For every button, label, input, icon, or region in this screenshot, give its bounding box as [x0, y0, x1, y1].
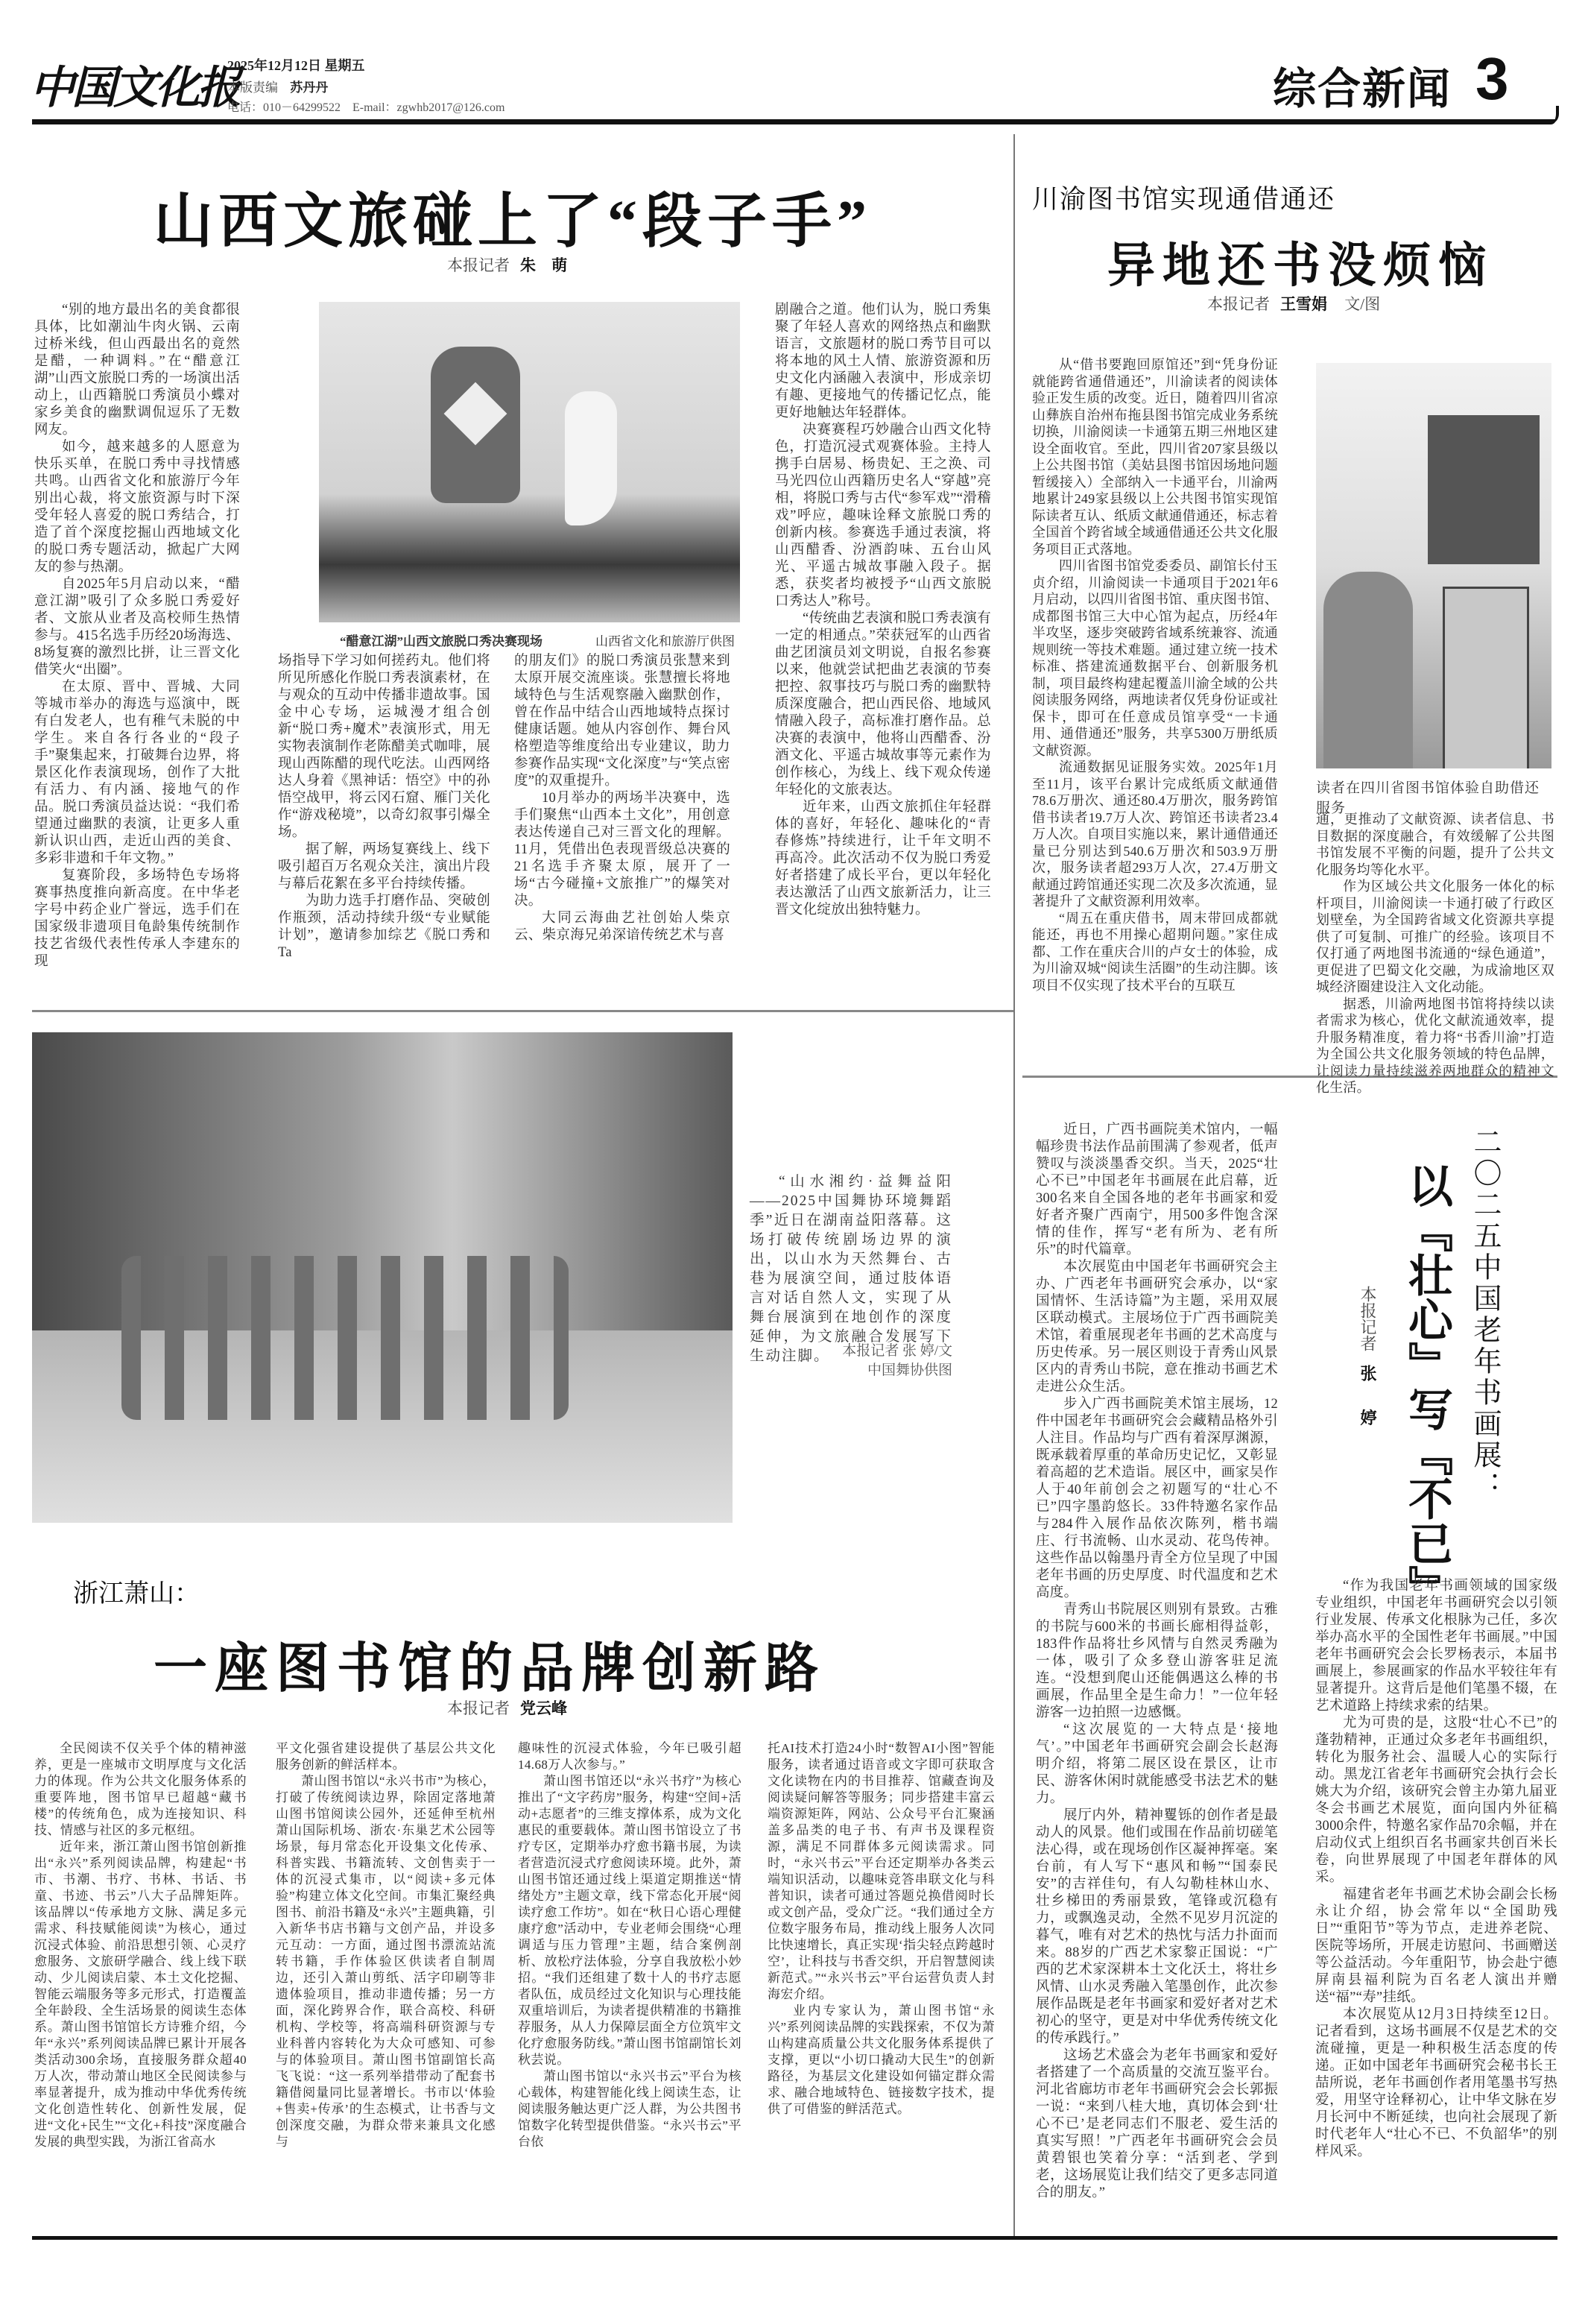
kicker-laonian: 二〇二五中国老年书画展：	[1469, 1127, 1500, 1503]
reader-figure	[1323, 572, 1413, 768]
byline-label: 本报记者	[447, 1699, 510, 1717]
article-column	[518, 1740, 741, 2150]
dance-caption: “山水湘约·益舞益阳——2025中国舞协环境舞蹈季”近日在湖南益阳落幕。这场打破传统剧场边界的演出，以山水为天然舞台、古巷为展演空间，通过肢体语言对话自然人文，实现了从舞台展演到在地创作的深度延伸，为文旅融合发展写下生动注脚。	[750, 1174, 952, 1364]
byline-chuanyu	[1207, 292, 1380, 315]
kicker-chuanyu: 川渝图书馆实现通借通还	[1032, 185, 1336, 214]
credit-photo: 中国舞协供图	[867, 1362, 952, 1378]
kiosk	[1443, 587, 1529, 768]
byline-name: 王雪娟	[1280, 295, 1327, 313]
photo-caption-shanxi	[340, 631, 735, 649]
kicker-xiaoshan: 浙江萧山：	[73, 1580, 200, 1608]
caption-text: “醋意江湖”山西文旅脱口秀决赛现场	[340, 634, 542, 648]
paragraph: 据悉，川渝两地图书馆将持续以读者需求为核心，优化文献流通效率，提升服务精准度，着力将“书香川渝”打造为全国公共文化服务领域的特色品牌，让阅读力量持续滋养两地群众的精神文化生活。	[1316, 996, 1554, 1095]
paragraph: 萧山图书馆以“永兴书市”为核心，打破了传统阅读边界，除固定落地萧山图书馆阅读公园外，还延伸至杭州萧山国际机场、浙农·东巢艺术公园等场景，每月常态化开设集文化传承、科普实践、书籍流转、文创售卖于一体的沉浸式集市，以“阅读+多元体验”构建立体文化空间。市集汇聚经典图书、前沿书籍及“永兴”主题典籍，引入新华书店书籍与文创产品，并设多元互动：一方面，通过图书漂流站流转书籍，手作体验区供读者自制周边，还引入萧山剪纸、活字印刷等非遗体验项目，推动非遗传播；另一方面，深化跨界合作，联合高校、科研机构、学校等，将高端科研资源与专业科普内容转化为大众可感知、可参与的体验项目。萧山图书馆副馆长高飞飞说：“这一系列举措带动了配套书籍借阅量同比显著增长。书市以‘体验+售卖+传承’的生态模式，让书香与文创深度交融，为群众带来兼具文化感与	[276, 1774, 496, 2149]
paragraph: 萧山图书馆还以“永兴书疗”为核心推出了“文字药房”服务，构建“空间+活动+志愿者”的三维支撑体系，成为文化惠民的重要载体。萧山图书馆设立了书疗专区，定期举办疗愈书籍书展，为读者营造沉浸式疗愈阅读环境。此外，萧山图书馆还通过线上渠道定期推送“情绪处方”主题文章，线下常态化开展“阅读疗愈工作坊”。如在“秋日心语心理健康疗愈”活动中，专业老师会围绕“心理调适与压力管理”主题，结合案例剖析、放松疗法体验，分享自我放松小妙招。“我们还组建了数十人的书疗志愿者队伍，成员经过文化知识与心理技能双重培训后，为读者提供精准的书籍推荐服务，从人力保障层面全方位筑牢文化疗愈服务防线。”萧山图书馆副馆长刘秋芸说。	[518, 1774, 741, 2067]
paragraph: 这场艺术盛会为老年书画家和爱好者搭建了一个高质量的交流互鉴平台。河北省廊坊市老年书画研究会会长郭振一说：“来到八桂大地，真切体会到‘壮心不已’是老同志们不服老、爱生活的真实写照！”广西老年书画研究会会员黄碧银也笑着分享：“活到老、学到老，这场展览让我们结交了更多志同道合的朋友。”	[1036, 2048, 1278, 2200]
paragraph: 剧融合之道。他们认为，脱口秀集聚了年轻人喜欢的网络热点和幽默语言，文旅题材的脱口秀节目可以将本地的风土人情、旅游资源和历史文化内涵融入表演中，形成亲切有趣、更接地气的传播记忆点，能更好地触达年轻群体。	[775, 303, 991, 420]
paragraph: “传统曲艺表演和脱口秀表演有一定的相通点。”荣获冠军的山西省曲艺团演员刘文明说，自报名参赛以来，他就尝试把曲艺表演的节奏把控、叙事技巧与脱口秀的幽默特质深度融合，把山西民俗、地域风情融入段子，高标准打磨作品。总决赛的表演中，他将山西醋香、汾酒文化、平遥古城故事等元素作为创作核心，为线上、线下观众传递年轻化的文旅表达。	[775, 611, 991, 798]
photo-standup-final	[319, 302, 740, 622]
paragraph: “这次展览的一大特点是‘接地气’。”中国老年书画研究会副会长赵海明介绍，将第二展区设在景区，让市民、游客休闲时就能感受书法艺术的魅力。	[1036, 1723, 1278, 1806]
page-editor	[227, 77, 328, 95]
paragraph: 作为区域公共文化服务一体化的标杆项目，川渝阅读一卡通打破了行政区划壁垒，为全国跨省域文化资源共享提供了可复制、可推广的经验。该项目不仅打通了两地图书流通的“绿色通道”，更促进了巴蜀文化交融，为成渝地区双城经济圈建设注入文化动能。	[1316, 879, 1554, 994]
caption-credit: 山西省文化和旅游厅供图	[595, 634, 735, 648]
dancers-group	[121, 1256, 569, 1420]
wall-poster	[1428, 415, 1540, 564]
divider-shanxi	[32, 1010, 1013, 1012]
paragraph: 的朋友们》的脱口秀演员张慧来到太原开展交流座谈。张慧擅长将地域特色与生活观察融入幽默创作，曾在作品中结合山西地域特点探讨健康话题。她从内容创作、舞台风格塑造等维度给出专业建议，助力参赛作品实现“文化深度”与“笑点密度”的双重提升。	[514, 654, 730, 789]
editor-label: 本版责编	[227, 80, 278, 95]
byline-label: 本报记者	[447, 256, 510, 274]
photo-caption-chuanyu: 读者在四川省图书馆体验自助借还服务	[1316, 780, 1540, 816]
paragraph: 近年来，山西文旅抓住年轻群体的喜好，年轻化、趣味化的“青春修炼”持续进行，让千年文明不再高冷。此次活动不仅为脱口秀爱好者搭建了成长平台，更以年轻化表达激活了山西文旅新活力，让三晋文化绽放出独特魅力。	[775, 800, 991, 918]
paragraph: 近年来，浙江萧山图书馆创新推出“永兴”系列阅读品牌，构建起“书市、书潮、书疗、书林、书话、书童、书迹、书云”八大子品牌矩阵。该品牌以“传承地方文脉、满足多元需求、科技赋能阅读”为核心，通过沉浸式体验、前沿思想引领、心灵疗愈服务、文旅研学融合、线上线下联动、少儿阅读启蒙、本土文化挖掘、智能云端服务等多元形式，打造覆盖全年龄段、全生活场景的阅读生态体系。萧山图书馆馆长方诗雅介绍，今年“永兴”系列阅读品牌已累计开展各类活动300余场，直接服务群众超40万人次，带动萧山地区全民阅读参与率显著提升，成为推动中华优秀传统文化创造性转化、创新性发展，促进“文化+民生”“文化+科技”深度融合发展的典型实践，为浙江省高水	[34, 1840, 247, 2149]
issue-date: 2025年12月12日 星期五	[227, 58, 365, 73]
article-column	[775, 302, 991, 919]
headline-shanxi: 山西文旅碰上了“段子手”	[154, 189, 872, 255]
credit-text: 本报记者 张 婷/文	[842, 1343, 952, 1359]
paragraph: 为助力选手打磨作品、突破创作瓶颈，活动持续升级“专业赋能计划”，邀请参加综艺《脱口秀和Ta	[278, 894, 490, 960]
paragraph: 如今，越来越多的人愿意为快乐买单，在脱口秀中寻找情感共鸣。山西省文化和旅游厅今年别出心裁，将文旅资源与时下深受年轻人喜爱的脱口秀结合，打造了首个深度挖掘山西地域文化的脱口秀专题活动，掀起广大网友的参与热潮。	[34, 440, 240, 575]
bottom-rule	[32, 2236, 1557, 2240]
paragraph: 流通数据见证服务实效。2025年1月至11月，该平台累计完成纸质文献通借78.6万册次、通还80.4万册次，服务跨馆借书读者19.7万人次、跨馆还书读者23.4万人次。自项目实施以来，累计通借通还量已分别达到540.6万册次和503.9万册次，服务读者超293万人次，27.4万册文献通过跨馆通还实现二次及多次流通，显著提升了文献资源利用效率。	[1032, 760, 1278, 909]
editor-name: 苏丹丹	[290, 80, 329, 95]
page-number: 3	[1475, 45, 1509, 112]
headline-xiaoshan: 一座图书馆的品牌创新路	[154, 1639, 826, 1699]
article-column	[768, 1740, 995, 2118]
byline-suffix: 文/图	[1344, 295, 1381, 313]
paragraph: 10月举办的两场半决赛中，选手们聚焦“山西本土文化”，用创意表达传递自己对三晋文化的理解。11月，凭借出色表现晋级总决赛的21名选手齐聚太原，展开了一场“古今碰撞+文旅推广”的爆笑对决。	[514, 791, 730, 909]
article-column	[1316, 811, 1554, 1096]
paragraph: 复赛阶段，多场特色专场将赛事热度推向新高度。在中华老字号中药企业广誉远，选手们在国家级非遗项目龟龄集传统制作技艺省级代表性传承人李建东的现	[34, 868, 240, 969]
paragraph: 自2025年5月启动以来，“醋意江湖”吸引了众多脱口秀爱好者、文旅从业者及高校师生热情参与。415名选手历经20场海选、8场复赛的激烈比拼，让三晋文化借笑火“出圈”。	[34, 577, 240, 678]
byline-laonian	[1356, 1286, 1379, 1438]
photo-environmental-dance	[32, 1032, 733, 1523]
paragraph: 近日，广西书画院美术馆内，一幅幅珍贵书法作品前围满了参观者，低声赞叹与淡淡墨香交织。当天，2025“壮心不已”中国老年书画展在此启幕，近300名来自全国各地的老年书画家和爱好者齐聚广西南宁，用500多件饱含深情的佳作，挥写“老有所为、老有所乐”的时代篇章。	[1036, 1122, 1278, 1257]
headline-laonian: 以『壮心』写『不已』	[1402, 1163, 1452, 1610]
photo-library-self-service	[1316, 363, 1551, 768]
byline-label: 本报记者	[1358, 1286, 1377, 1351]
article-column	[1315, 1578, 1557, 2161]
article-column	[34, 1740, 247, 2150]
paragraph: 趣味性的沉浸式体验，今年已吸引超14.68万人次参与。”	[518, 1741, 741, 1772]
byline-name: 党云峰	[520, 1699, 567, 1717]
paragraph: 业内专家认为，萧山图书馆“永兴”系列阅读品牌的实践探索，不仅为萧山构建高质量公共文化服务体系提供了支撑，更以“小切口撬动大民生”的创新路径，为基层文化建设如何锚定群众需求、融合地域特色、链接数字技术，提供了可借鉴的鲜活范式。	[768, 2003, 995, 2116]
paragraph: 步入广西书画院美术馆主展场，12件中国老年书画研究会会藏精品格外引人注目。作品均与广西有着深厚渊源，既承载着厚重的革命历史记忆，又彰显着高超的艺术造诣。展区中，画家吴作人于40年前创会之初题写的“壮心不已”四字墨韵悠长。33件特邀名家作品与284件入展作品依次陈列，楷书端庄、行书流畅、山水灵动、花鸟传神。这些作品以翰墨丹青全方位呈现了中国老年书画的历史厚度、时代温度和艺术高度。	[1036, 1397, 1278, 1600]
paragraph: 本次展览从12月3日持续至12日。记者看到，这场书画展不仅是艺术的交流碰撞，更是一种积极生活态度的传递。正如中国老年书画研究会秘书长王喆所说，老年书画创作者用笔墨书写热爱，用坚守诠释初心，让中华文脉在岁月长河中不断延续，也向社会展现了新时代老年人“壮心不已、不负韶华”的别样风采。	[1315, 2007, 1557, 2159]
headline-chuanyu: 异地还书没烦恼	[1107, 239, 1493, 292]
byline-name: 张 婷	[1358, 1365, 1377, 1438]
paragraph: “作为我国老年书画领域的国家级专业组织，中国老年书画研究会以引领行业发展、传承文化根脉为己任，多次举办高水平的全国性老年书画展。”中国老年书画研究会会长罗杨表示，本届书画展上，参展画家的作品水平较往年有显著提升。这背后是他们笔墨不辍，在艺术道路上持续求索的结果。	[1315, 1579, 1557, 1714]
dance-credit	[750, 1342, 952, 1380]
paragraph: 平文化强省建设提供了基层公共文化服务创新的鲜活样本。	[276, 1741, 496, 1772]
paragraph: 托AI技术打造24小时“数智AI小图”智能服务，读者通过语音或文字即可获取含文化读物在内的书目推荐、馆藏查询及阅读疑问解答等服务；同步搭建丰富云端资源矩阵，网站、公众号平台汇聚涵盖多品类的电子书、有声书及课程资源，满足不同群体多元阅读需求。同时，“永兴书云”平台还定期举办各类云端知识活动，以趣味竞答串联文化与科普知识，读者可通过答题兑换借阅时长或文创产品，受众广泛。“我们通过全方位数字服务布局，推动线上服务人次同比快速增长，真正实现‘指尖轻点跨越时空’，让科技与书香交织，开启智慧阅读新范式。”“永兴书云”平台运营负责人封海宏介绍。	[768, 1741, 995, 2001]
byline-name: 朱 萌	[520, 256, 574, 274]
paragraph: 决赛赛程巧妙融合山西文化特色，打造沉浸式观赛体验。主持人携手白居易、杨贵妃、王之涣、司马光四位山西籍历史名人“穿越”亮相，将脱口秀与古代“参军戏”“滑稽戏”呼应，趣味诠释文旅脱口秀的创新内核。参赛选手通过表演，将山西醋香、汾酒韵味、五台山风光、平遥古城故事融入段子。据悉，获奖者均被授予“山西文旅脱口秀达人”称号。	[775, 423, 991, 609]
byline-label: 本报记者	[1207, 295, 1270, 313]
byline-shanxi	[447, 253, 573, 276]
paragraph: 青秀山书院展区则别有景致。古雅的书院与600米的书画长廊相得益彰，183件作品将壮乡风情与自然灵秀融为一体，吸引了众多登山游客驻足流连。“没想到爬山还能偶遇这么棒的书画展，作品里全是生命力！”一位年轻游客一边拍照一边感慨。	[1036, 1603, 1278, 1720]
paragraph: 本次展览由中国老年书画研究会主办、广西老年书画研究会承办，以“家国情怀、生活诗篇”为主题，采用双展区联动模式。主展场位于广西书画院美术馆，着重展现老年书画的艺术高度与历史传承。另一展区则设于青秀山风景区内的青秀山书院，意在推动书画艺术走进公众生活。	[1036, 1260, 1278, 1395]
paragraph: 从“借书要跑回原馆还”到“凭身份证就能跨省通借通还”，川渝读者的阅读体验正发生质的改变。近日，随着四川省凉山彝族自治州布拖县图书馆完成业务系统切换，川渝阅读一卡通第五期三州地区建设全面收官。至此，四川省207家县级以上公共图书馆（美姑县图书馆因场地问题暂缓接入）全部纳入一卡通平台，川渝两地累计249家县级以上公共图书馆实现馆际读者互认、纸质文献通借通还，标志着全国首个跨省域全域通借通还公共文化服务项目正式落地。	[1032, 357, 1278, 557]
paragraph: 全民阅读不仅关乎个体的精神滋养，更是一座城市文明厚度与文化活力的体现。作为公共文化服务体系的重要阵地，图书馆早已超越“藏书楼”的传统角色，成为连接知识、科技、情感与社区的多元枢纽。	[34, 1741, 247, 1837]
paragraph: 大同云海曲艺社创始人柴京云、柴京海兄弟深谙传统艺术与喜	[514, 911, 730, 943]
section-title: 综合新闻	[1273, 65, 1452, 113]
masthead-rule	[32, 119, 1556, 124]
paragraph: “周五在重庆借书，周末带回成都就能还，再也不用操心超期问题。”家住成都、工作在重庆合川的卢女士的体验，成为川渝双城“阅读生活圈”的生动注脚。该项目不仅实现了技术平台的互联互	[1032, 910, 1278, 993]
article-column	[276, 1740, 496, 2150]
dancer-figure	[565, 391, 617, 525]
contact-info: 电话：010－64299522 E-mail：zgwhb2017@126.com	[227, 101, 505, 114]
paragraph: 通，更推动了文献资源、读者信息、书目数据的深度融合，有效缓解了公共图书馆发展不平衡的问题，提升了公共文化服务均等化水平。	[1316, 812, 1554, 877]
newspaper-logo: 中国文化报	[30, 63, 238, 113]
paragraph: 福建省老年书画艺术协会副会长杨永让介绍，协会常年以“全国助残日”“重阳节”等为节点，走进养老院、医院等场所，开展走访慰问、书画赠送等公益活动。今年重阳节，协会赴宁德屏南县福利院为百名老人演出并赠送“福”“寿”挂纸。	[1315, 1887, 1557, 2005]
article-column	[514, 653, 730, 944]
paragraph: “别的地方最出名的美食都很具体，比如潮汕牛肉火锅、云南过桥米线，但山西最出名的竟然是醋，一种调料。”在“醋意江湖”山西文旅脱口秀的一场演出活动上，山西籍脱口秀演员小蝶对家乡美食的幽默调侃逗乐了无数网友。	[34, 303, 240, 438]
paragraph: 萧山图书馆以“永兴书云”平台为核心载体，构建智能化线上阅读生态，让阅读服务触达更广泛人群，为公共图书馆数字化转型提供借鉴。“永兴书云”平台依	[518, 2069, 741, 2149]
article-column	[1036, 1122, 1278, 2202]
byline-xiaoshan	[447, 1696, 567, 1719]
masthead-rule-hook	[1549, 106, 1559, 124]
article-column	[1032, 356, 1278, 994]
paragraph: 展厅内外，精神矍铄的创作者是最动人的风景。他们或围在作品前切磋笔法心得，或在现场创作区凝神挥毫。案台前，有人写下“惠风和畅”“国泰民安”的吉祥佳句，有人勾勒桂林山水、壮乡梯田的秀丽景致，笔锋或沉稳有力，或飘逸灵动，全然不见岁月沉淀的暮气，唯有对艺术的热忱与活力扑面而来。88岁的广西艺术家黎正国说：“广西的艺术家深耕本土文化沃土，将壮乡风情、山水灵秀融入笔墨创作，此次参展作品既是老年书画家和爱好者对艺术初心的坚守，更是对中华优秀传统文化的传承践行。”	[1036, 1808, 1278, 2046]
paragraph: 据了解，两场复赛线上、线下吸引超百万名观众关注，演出片段与幕后花絮在多平台持续传播。	[278, 842, 490, 891]
paragraph: 四川省图书馆党委委员、副馆长付玉贞介绍，川渝阅读一卡通项目于2021年6月启动，以四川省图书馆、重庆图书馆、成都图书馆三大中心馆为起点，历经4年半攻坚，逐步突破跨省域系统兼容、流通规则统一等技术难题。通过建立统一技术标准、搭建流通数据平台、创新服务机制，项目最终构建起覆盖川渝全域的公共阅读服务网络，两地读者仅凭身份证或社保卡，即可在任意成员馆享受“一卡通用、通借通还”服务，共享5300万册纸质文献资源。	[1032, 558, 1278, 758]
paragraph: 场指导下学习如何搓药丸。他们将所见所感化作脱口秀表演素材，在与观众的互动中传播非遗故事。国金中心专场，运城漫才组合创新“脱口秀+魔术”表演形式，用无实物表演制作老陈醋美式咖啡，展现山西陈醋的现代吃法。山西网络达人身着《黑神话：悟空》中的孙悟空战甲，将云冈石窟、雁门关化作“游戏秘境”，以奇幻叙事引爆全场。	[278, 654, 490, 840]
vertical-divider	[1013, 134, 1015, 2238]
article-column	[34, 302, 240, 970]
paragraph: 尤为可贵的是，这股“壮心不已”的蓬勃精神，正通过众多老年书画组织，转化为服务社会、温暖人心的实际行动。黑龙江省老年书画研究会执行会长姚大为介绍，该研究会曾主办第九届亚冬会书画艺术展览，面向国内外征稿3000余件，特邀名家作品70余幅，并在启动仪式上组织百名书画家共创百米长卷，向世界展现了中国老年群体的风采。	[1315, 1716, 1557, 1885]
paragraph: 在太原、晋中、晋城、大同等城市举办的海选与巡演中，既有白发老人，也有稚气未脱的中学生。来自各行各业的“段子手”聚集起来，打破舞台边界，将景区化作表演现场，创作了大批有活力、有内涵、接地气的作品。脱口秀演员益达说：“我们希望通过幽默的表演，让更多人重新认识山西，走近山西的美食、多彩非遗和千年文物。”	[34, 680, 240, 866]
article-column	[278, 653, 490, 962]
